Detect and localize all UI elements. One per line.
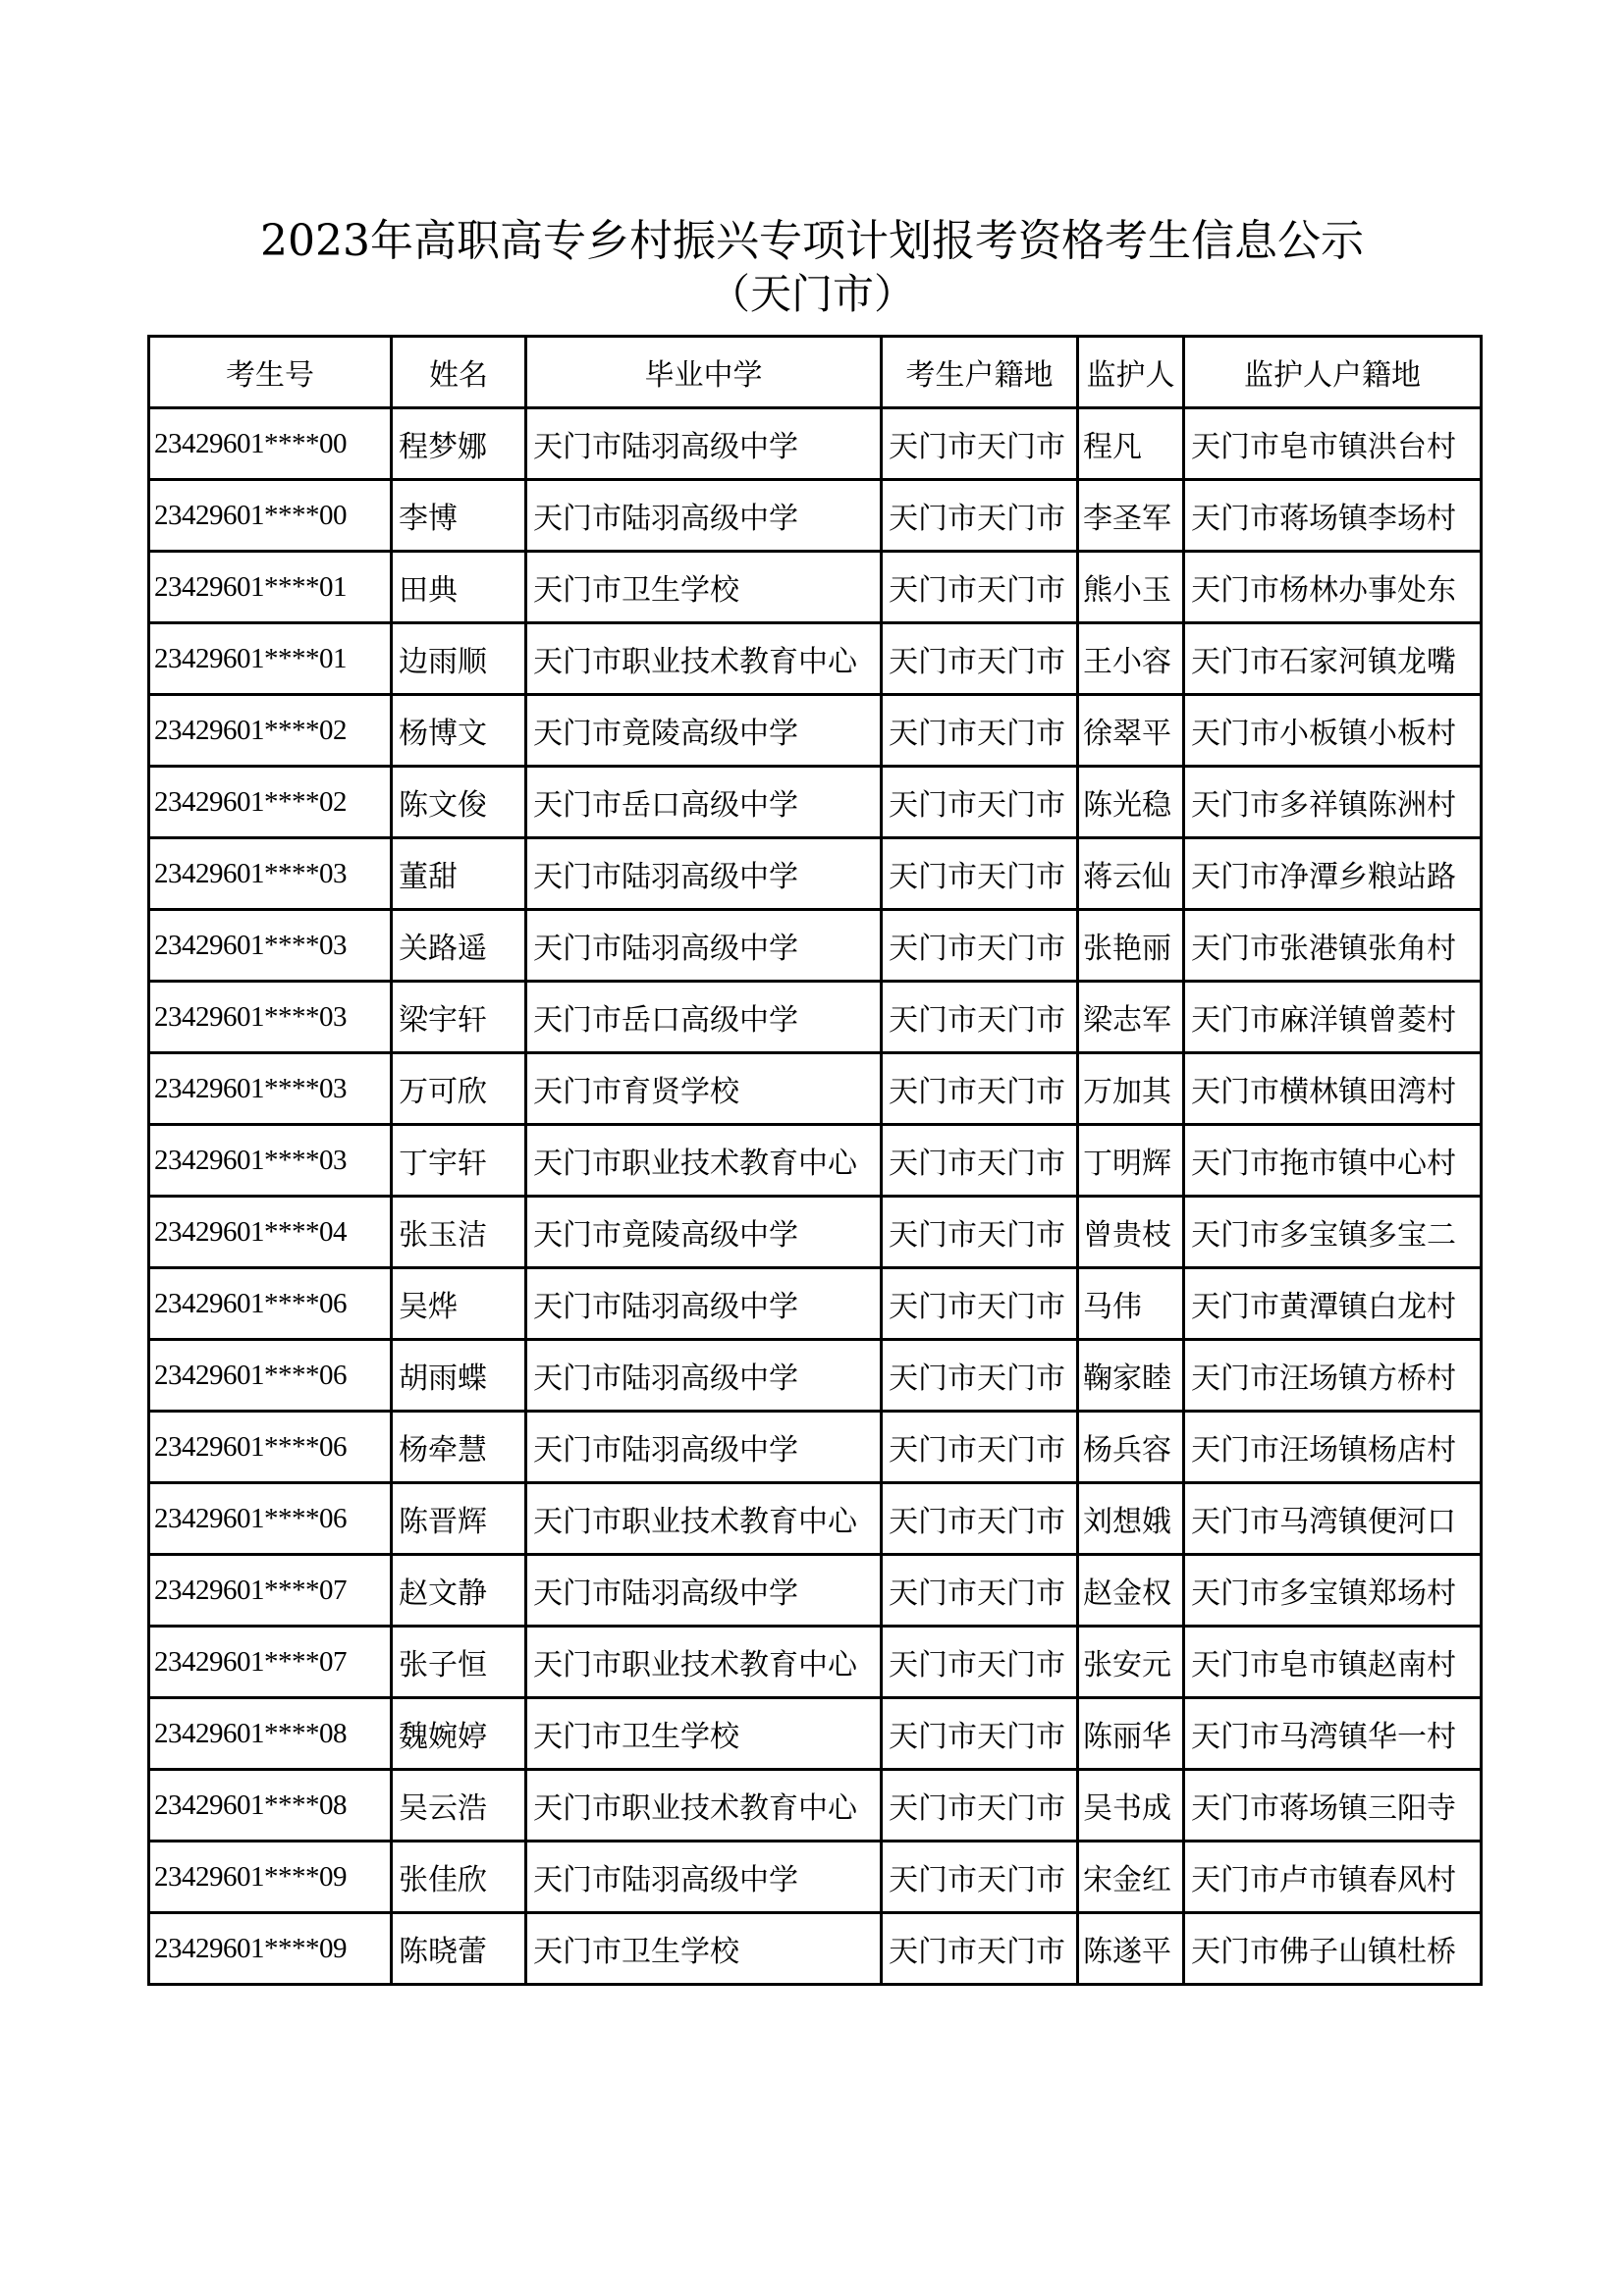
residence-cell: 天门市天门市 <box>882 1842 1078 1913</box>
page-title: 2023年高职高专乡村振兴专项计划报考资格考生信息公示 <box>260 216 1364 266</box>
school-cell: 天门市竟陵高级中学 <box>526 695 882 767</box>
table-row <box>149 1412 1482 1483</box>
name-cell: 万可欣 <box>392 1053 526 1125</box>
candidate-id-cell: 23429601****06 <box>149 1483 392 1555</box>
name-cell: 吴烨 <box>392 1268 526 1340</box>
candidate-id-cell: 23429601****01 <box>149 623 392 695</box>
header-candidate-id: 考生号 <box>149 337 392 408</box>
name-cell: 张玉洁 <box>392 1197 526 1268</box>
guardian-residence-cell: 天门市汪场镇方桥村 <box>1184 1340 1482 1412</box>
candidate-id-cell: 23429601****08 <box>149 1770 392 1842</box>
table-row <box>149 1770 1482 1842</box>
guardian-residence-cell: 天门市黄潭镇白龙村 <box>1184 1268 1482 1340</box>
guardian-cell: 丁明辉 <box>1078 1125 1184 1197</box>
page-subtitle: （天门市） <box>708 270 915 318</box>
candidate-id-cell: 23429601****06 <box>149 1412 392 1483</box>
guardian-residence-cell: 天门市蒋场镇李场村 <box>1184 480 1482 552</box>
school-cell: 天门市竟陵高级中学 <box>526 1197 882 1268</box>
guardian-cell: 宋金红 <box>1078 1842 1184 1913</box>
candidate-id-cell: 23429601****02 <box>149 695 392 767</box>
residence-cell: 天门市天门市 <box>882 1125 1078 1197</box>
guardian-residence-cell: 天门市汪场镇杨店村 <box>1184 1412 1482 1483</box>
guardian-residence-cell: 天门市马湾镇华一村 <box>1184 1698 1482 1770</box>
candidate-id-cell: 23429601****06 <box>149 1268 392 1340</box>
table-row <box>149 767 1482 838</box>
school-cell: 天门市卫生学校 <box>526 1698 882 1770</box>
residence-cell: 天门市天门市 <box>882 623 1078 695</box>
guardian-cell: 陈光稳 <box>1078 767 1184 838</box>
name-cell: 张佳欣 <box>392 1842 526 1913</box>
table-row <box>149 1698 1482 1770</box>
table-row <box>149 695 1482 767</box>
residence-cell: 天门市天门市 <box>882 1197 1078 1268</box>
guardian-cell: 曾贵枝 <box>1078 1197 1184 1268</box>
residence-cell: 天门市天门市 <box>882 838 1078 910</box>
guardian-cell: 鞠家睦 <box>1078 1340 1184 1412</box>
guardian-cell: 李圣军 <box>1078 480 1184 552</box>
residence-cell: 天门市天门市 <box>882 480 1078 552</box>
school-cell: 天门市职业技术教育中心 <box>526 1770 882 1842</box>
residence-cell: 天门市天门市 <box>882 1483 1078 1555</box>
name-cell: 田典 <box>392 552 526 623</box>
table-row <box>149 1842 1482 1913</box>
school-cell: 天门市卫生学校 <box>526 1913 882 1985</box>
table-row <box>149 838 1482 910</box>
guardian-residence-cell: 天门市多宝镇郑场村 <box>1184 1555 1482 1627</box>
name-cell: 陈晋辉 <box>392 1483 526 1555</box>
school-cell: 天门市陆羽高级中学 <box>526 1842 882 1913</box>
guardian-cell: 王小容 <box>1078 623 1184 695</box>
residence-cell: 天门市天门市 <box>882 1268 1078 1340</box>
name-cell: 吴云浩 <box>392 1770 526 1842</box>
name-cell: 胡雨蝶 <box>392 1340 526 1412</box>
name-cell: 梁宇轩 <box>392 982 526 1053</box>
guardian-residence-cell: 天门市石家河镇龙嘴 <box>1184 623 1482 695</box>
candidate-id-cell: 23429601****07 <box>149 1627 392 1698</box>
table-row <box>149 1555 1482 1627</box>
guardian-residence-cell: 天门市皂市镇赵南村 <box>1184 1627 1482 1698</box>
name-cell: 魏婉婷 <box>392 1698 526 1770</box>
school-cell: 天门市陆羽高级中学 <box>526 408 882 480</box>
table-header-row <box>149 337 1482 408</box>
name-cell: 张子恒 <box>392 1627 526 1698</box>
name-cell: 陈文俊 <box>392 767 526 838</box>
name-cell: 陈晓蕾 <box>392 1913 526 1985</box>
guardian-cell: 蒋云仙 <box>1078 838 1184 910</box>
guardian-cell: 吴书成 <box>1078 1770 1184 1842</box>
residence-cell: 天门市天门市 <box>882 1698 1078 1770</box>
school-cell: 天门市职业技术教育中心 <box>526 1483 882 1555</box>
header-guardian: 监护人 <box>1078 337 1184 408</box>
table-row <box>149 552 1482 623</box>
guardian-residence-cell: 天门市皂市镇洪台村 <box>1184 408 1482 480</box>
candidate-id-cell: 23429601****07 <box>149 1555 392 1627</box>
residence-cell: 天门市天门市 <box>882 552 1078 623</box>
residence-cell: 天门市天门市 <box>882 1770 1078 1842</box>
residence-cell: 天门市天门市 <box>882 695 1078 767</box>
table-row <box>149 1053 1482 1125</box>
school-cell: 天门市陆羽高级中学 <box>526 480 882 552</box>
candidate-id-cell: 23429601****04 <box>149 1197 392 1268</box>
table-row <box>149 623 1482 695</box>
school-cell: 天门市陆羽高级中学 <box>526 1555 882 1627</box>
table-row <box>149 1627 1482 1698</box>
guardian-cell: 张安元 <box>1078 1627 1184 1698</box>
guardian-cell: 陈遂平 <box>1078 1913 1184 1985</box>
guardian-cell: 杨兵容 <box>1078 1412 1184 1483</box>
residence-cell: 天门市天门市 <box>882 1053 1078 1125</box>
guardian-residence-cell: 天门市马湾镇便河口 <box>1184 1483 1482 1555</box>
guardian-cell: 万加其 <box>1078 1053 1184 1125</box>
name-cell: 关路遥 <box>392 910 526 982</box>
guardian-residence-cell: 天门市佛子山镇杜桥 <box>1184 1913 1482 1985</box>
school-cell: 天门市职业技术教育中心 <box>526 1125 882 1197</box>
table-row <box>149 910 1482 982</box>
school-cell: 天门市陆羽高级中学 <box>526 838 882 910</box>
table-row <box>149 1483 1482 1555</box>
guardian-residence-cell: 天门市蒋场镇三阳寺 <box>1184 1770 1482 1842</box>
guardian-cell: 赵金权 <box>1078 1555 1184 1627</box>
table-row <box>149 408 1482 480</box>
candidate-id-cell: 23429601****03 <box>149 1125 392 1197</box>
guardian-residence-cell: 天门市横林镇田湾村 <box>1184 1053 1482 1125</box>
guardian-cell: 徐翠平 <box>1078 695 1184 767</box>
name-cell: 丁宇轩 <box>392 1125 526 1197</box>
table-row <box>149 1913 1482 1985</box>
candidate-id-cell: 23429601****09 <box>149 1913 392 1985</box>
header-residence: 考生户籍地 <box>882 337 1078 408</box>
guardian-cell: 马伟 <box>1078 1268 1184 1340</box>
guardian-residence-cell: 天门市小板镇小板村 <box>1184 695 1482 767</box>
candidate-id-cell: 23429601****03 <box>149 910 392 982</box>
table-row <box>149 1125 1482 1197</box>
school-cell: 天门市岳口高级中学 <box>526 767 882 838</box>
name-cell: 杨牵慧 <box>392 1412 526 1483</box>
guardian-cell: 刘想娥 <box>1078 1483 1184 1555</box>
school-cell: 天门市职业技术教育中心 <box>526 1627 882 1698</box>
candidate-id-cell: 23429601****01 <box>149 552 392 623</box>
guardian-residence-cell: 天门市多祥镇陈洲村 <box>1184 767 1482 838</box>
residence-cell: 天门市天门市 <box>882 1913 1078 1985</box>
candidate-id-cell: 23429601****03 <box>149 982 392 1053</box>
name-cell: 杨博文 <box>392 695 526 767</box>
candidate-id-cell: 23429601****08 <box>149 1698 392 1770</box>
guardian-residence-cell: 天门市麻洋镇曾菱村 <box>1184 982 1482 1053</box>
candidate-id-cell: 23429601****09 <box>149 1842 392 1913</box>
candidate-id-cell: 23429601****03 <box>149 838 392 910</box>
school-cell: 天门市卫生学校 <box>526 552 882 623</box>
table-row <box>149 1340 1482 1412</box>
school-cell: 天门市陆羽高级中学 <box>526 910 882 982</box>
candidate-id-cell: 23429601****02 <box>149 767 392 838</box>
guardian-cell: 程凡 <box>1078 408 1184 480</box>
residence-cell: 天门市天门市 <box>882 1340 1078 1412</box>
table-row <box>149 982 1482 1053</box>
school-cell: 天门市陆羽高级中学 <box>526 1412 882 1483</box>
guardian-residence-cell: 天门市杨林办事处东 <box>1184 552 1482 623</box>
guardian-residence-cell: 天门市张港镇张角村 <box>1184 910 1482 982</box>
guardian-residence-cell: 天门市拖市镇中心村 <box>1184 1125 1482 1197</box>
guardian-residence-cell: 天门市净潭乡粮站路 <box>1184 838 1482 910</box>
name-cell: 边雨顺 <box>392 623 526 695</box>
header-guardian-residence: 监护人户籍地 <box>1184 337 1482 408</box>
candidate-id-cell: 23429601****06 <box>149 1340 392 1412</box>
guardian-cell: 梁志军 <box>1078 982 1184 1053</box>
residence-cell: 天门市天门市 <box>882 982 1078 1053</box>
school-cell: 天门市职业技术教育中心 <box>526 623 882 695</box>
candidate-table <box>147 335 1483 1986</box>
guardian-cell: 陈丽华 <box>1078 1698 1184 1770</box>
table-row <box>149 1197 1482 1268</box>
residence-cell: 天门市天门市 <box>882 1555 1078 1627</box>
guardian-cell: 熊小玉 <box>1078 552 1184 623</box>
guardian-cell: 张艳丽 <box>1078 910 1184 982</box>
table-body <box>149 408 1482 1985</box>
table-row <box>149 1268 1482 1340</box>
residence-cell: 天门市天门市 <box>882 910 1078 982</box>
school-cell: 天门市岳口高级中学 <box>526 982 882 1053</box>
residence-cell: 天门市天门市 <box>882 1412 1078 1483</box>
header-name: 姓名 <box>392 337 526 408</box>
candidate-id-cell: 23429601****00 <box>149 408 392 480</box>
candidate-id-cell: 23429601****00 <box>149 480 392 552</box>
school-cell: 天门市陆羽高级中学 <box>526 1340 882 1412</box>
school-cell: 天门市陆羽高级中学 <box>526 1268 882 1340</box>
name-cell: 赵文静 <box>392 1555 526 1627</box>
name-cell: 李博 <box>392 480 526 552</box>
candidate-id-cell: 23429601****03 <box>149 1053 392 1125</box>
school-cell: 天门市育贤学校 <box>526 1053 882 1125</box>
name-cell: 董甜 <box>392 838 526 910</box>
name-cell: 程梦娜 <box>392 408 526 480</box>
residence-cell: 天门市天门市 <box>882 1627 1078 1698</box>
residence-cell: 天门市天门市 <box>882 767 1078 838</box>
table-row <box>149 480 1482 552</box>
guardian-residence-cell: 天门市多宝镇多宝二 <box>1184 1197 1482 1268</box>
residence-cell: 天门市天门市 <box>882 408 1078 480</box>
header-school: 毕业中学 <box>526 337 882 408</box>
guardian-residence-cell: 天门市卢市镇春风村 <box>1184 1842 1482 1913</box>
